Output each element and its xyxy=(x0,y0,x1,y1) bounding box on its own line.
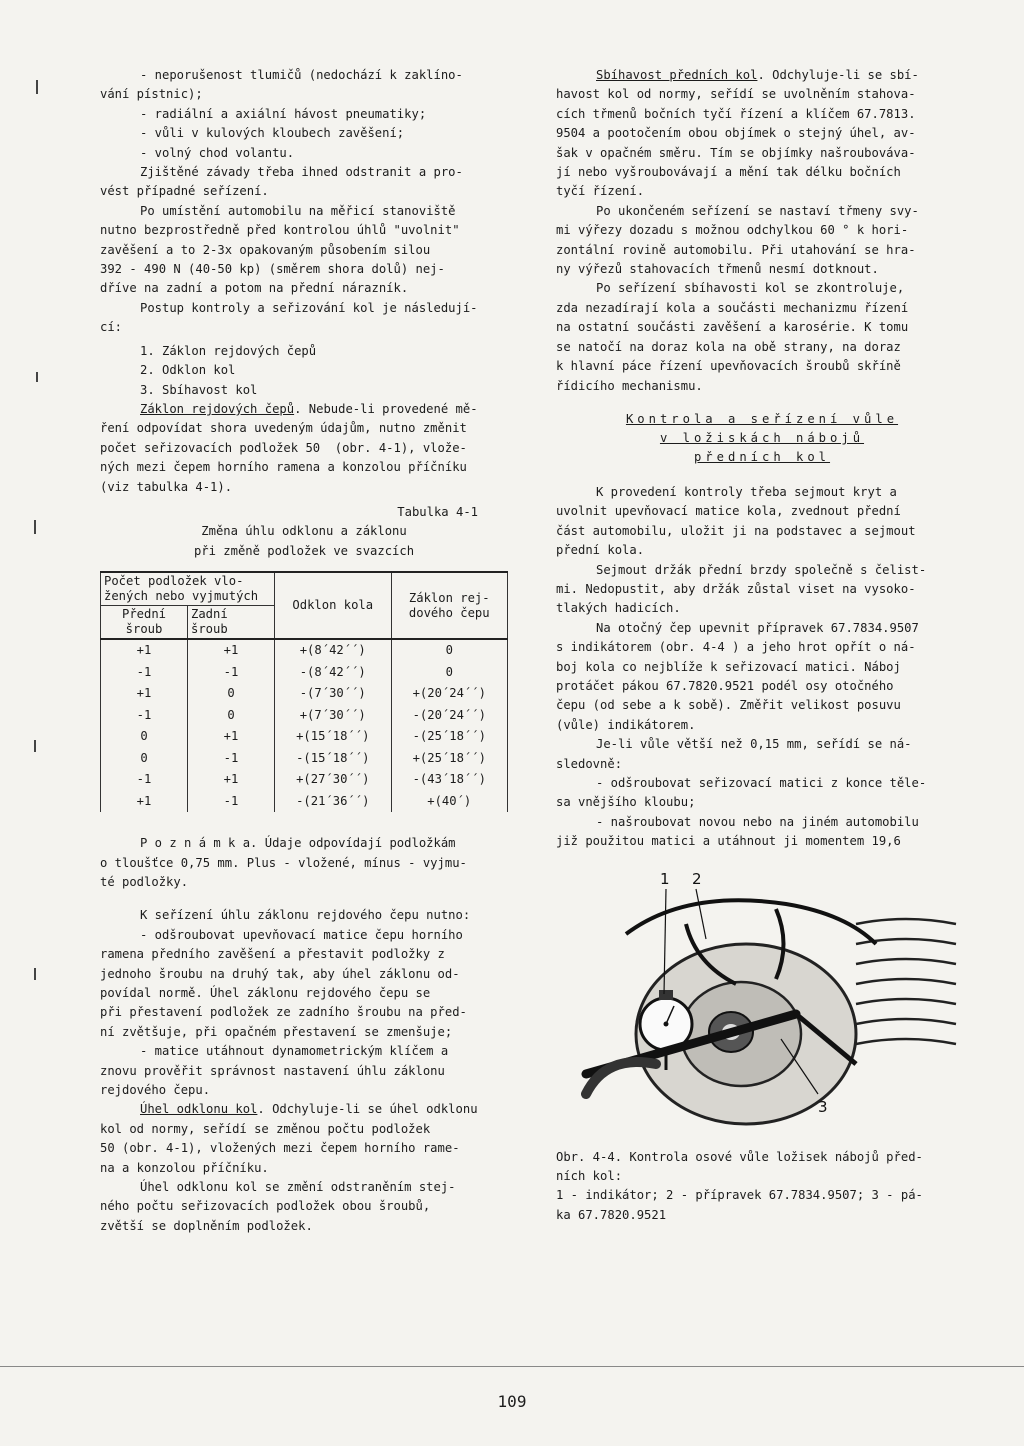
list-item: 1. Záklon rejdových čepů xyxy=(140,343,317,358)
table-header-row xyxy=(101,572,508,606)
table-cell: +(20´24´´) xyxy=(391,683,508,705)
text-line: 9504 a pootočením obou objímek o stejný úhel, av- xyxy=(556,126,916,141)
table-cell: +(8´42´´) xyxy=(275,639,392,662)
table-title: při změně podložek ve svazcích xyxy=(193,543,415,558)
right-column xyxy=(556,66,968,1225)
text-line: šak v opačném směru. Tím se objímky našroubováva- xyxy=(556,145,916,160)
table-row xyxy=(101,639,508,662)
text-line: protáčet pákou 67.7820.9521 podél osy otočného xyxy=(556,678,894,693)
section-heading xyxy=(556,410,968,467)
text-line: - odšroubovat upevňovací matice čepu horního xyxy=(140,927,463,942)
heading-line: v ložiskách nábojů xyxy=(659,430,865,445)
margin-mark xyxy=(34,968,36,980)
data-table xyxy=(100,571,508,812)
text-line: boj kola co nejblíže k seřizovací matici. Náboj xyxy=(556,659,901,674)
table-cell: +(15´18´´) xyxy=(275,726,392,748)
table-row xyxy=(101,705,508,727)
text-line: Po ukončeném seřízení se nastaví třmeny svy- xyxy=(596,203,919,218)
table-cell: 0 xyxy=(188,705,275,727)
text-line: zda nezadírají kola a součásti mechanizmu řízení xyxy=(556,300,909,315)
text-line: ní zvětšuje, při opačném přestavení se zmenšuje; xyxy=(100,1024,453,1039)
text-line: ných mezi čepem horního ramena a konzolou příčníku xyxy=(100,460,467,475)
text-line: zvětší se doplněním podložek. xyxy=(100,1218,313,1233)
text-line xyxy=(556,66,968,85)
text-line: tyčí řízení. xyxy=(556,184,645,199)
text-line: havost kol od normy, seřídí se uvolněním stahova- xyxy=(556,87,916,102)
caption-line: ních kol: xyxy=(556,1169,623,1184)
text-line: na a konzolou příčníku. xyxy=(100,1160,269,1175)
text-line: - volný chod volantu. xyxy=(140,145,295,160)
caption-line: 1 - indikátor; 2 - přípravek 67.7834.9507; 3 - pá- xyxy=(556,1188,923,1203)
text-line: část automobilu, uložit ji na podstavec a sejmout xyxy=(556,523,916,538)
text-line: - našroubovat novou nebo na jiném automobilu xyxy=(596,814,919,829)
table-cell: +1 xyxy=(188,726,275,748)
table-cell: -(8´42´´) xyxy=(275,662,392,684)
text-line: povídal normě. Úhel záklonu rejdového čepu se xyxy=(100,986,431,1000)
table-row xyxy=(101,769,508,791)
text-line: - vůli v kulových kloubech zavěšení; xyxy=(140,126,405,141)
text-line xyxy=(100,400,508,419)
text-line: - radiální a axiální hávost pneumatiky; xyxy=(140,106,427,121)
bottom-rule xyxy=(0,1366,1024,1367)
text-line: ramena předního zavěšení a přestavit podložky z xyxy=(100,947,445,962)
table-row xyxy=(101,791,508,813)
text-line: - matice utáhnout dynamometrickým klíčem a xyxy=(140,1044,449,1059)
text-line: mi výřezy dozadu s možnou odchylkou 60 ° k hori- xyxy=(556,223,909,238)
text-line: Sejmout držák přední brzdy společně s čelist- xyxy=(596,562,927,577)
table-cell: -1 xyxy=(188,748,275,770)
text-line: Postup kontroly a seřizování kol je následují- xyxy=(140,300,478,315)
table-cell: +(40´) xyxy=(391,791,508,813)
text-line: na ostatní součásti zavěšení a karosérie. K tomu xyxy=(556,320,909,335)
table-cell: -(21´36´´) xyxy=(275,791,392,813)
table-header: Záklon rej- dového čepu xyxy=(391,572,508,639)
table-row xyxy=(101,683,508,705)
text-line: dříve na zadní a potom na přední nárazník. xyxy=(100,281,409,296)
text-line: P o z n á m k a. Údaje odpovídají podložkám xyxy=(140,836,456,851)
text-line: sa vnějšího kloubu; xyxy=(556,795,696,810)
table-header: Přední šroub xyxy=(101,606,188,640)
text-line: K provedení kontroly třeba sejmout kryt a xyxy=(596,484,897,499)
text-line: cích třmenů bočních tyčí řízení a klíčem 67.7813. xyxy=(556,106,916,121)
table-cell: -(7´30´´) xyxy=(275,683,392,705)
table-cell: -1 xyxy=(101,705,188,727)
table-cell: +1 xyxy=(188,639,275,662)
table-cell: -1 xyxy=(188,662,275,684)
text-line: K seřízení úhlu záklonu rejdového čepu nutno: xyxy=(140,908,471,923)
figure-4-4 xyxy=(556,864,968,1144)
text-line: Úhel odklonu kol se změní odstraněním stej- xyxy=(140,1180,456,1195)
table-number: Tabulka 4-1 xyxy=(397,504,478,519)
text-line: (viz tabulka 4-1). xyxy=(100,479,233,494)
text-line: se natočí na doraz kola na obě strany, na doraz xyxy=(556,339,901,354)
table-cell: 0 xyxy=(391,662,508,684)
text-line: Na otočný čep upevnit přípravek 67.7834.9507 xyxy=(596,620,919,635)
figure-label-1: 1 xyxy=(660,869,670,888)
table-cell: +1 xyxy=(188,769,275,791)
text-line: zavěšení a to 2-3x opakovaným působením silou xyxy=(100,242,431,257)
text-line: - neporušenost tlumičů (nedochází k zaklíno- xyxy=(140,68,463,82)
text-span: . Nebude-li provedené mě- xyxy=(294,401,478,416)
section-label: Úhel odklonu kol xyxy=(140,1102,258,1117)
text-line xyxy=(100,1100,508,1119)
table-cell: +(25´18´´) xyxy=(391,748,508,770)
heading-line: Kontrola a seřízení vůle xyxy=(625,411,899,426)
text-line: mi. Nedopustit, aby držák zůstal viset na vysoko- xyxy=(556,581,916,596)
table-cell: -(25´18´´) xyxy=(391,726,508,748)
text-span: . Odchyluje-li se sbí- xyxy=(757,68,919,82)
figure-label-2: 2 xyxy=(692,869,702,888)
table-cell: +1 xyxy=(101,683,188,705)
text-line: - odšroubovat seřizovací matici z konce těle- xyxy=(596,776,927,790)
section-label: Sbíhavost předních kol xyxy=(596,68,758,82)
text-line: sledovně: xyxy=(556,756,623,771)
table-header: Odklon kola xyxy=(275,572,392,639)
text-line: vést případné seřízení. xyxy=(100,184,269,199)
text-line: uvolnit upevňovací matice kola, zvednout přední xyxy=(556,504,901,519)
table-cell: -(43´18´´) xyxy=(391,769,508,791)
text-line: ného počtu seřizovacích podložek obou šroubů, xyxy=(100,1199,431,1214)
text-line: ření odpovídat shora uvedeným údajům, nutno změnit xyxy=(100,421,467,436)
table-cell: 0 xyxy=(101,748,188,770)
table-cell: 0 xyxy=(391,639,508,662)
text-line: vání pístnic); xyxy=(100,87,203,102)
text-line: kol od normy, seřídí se změnou počtu podložek xyxy=(100,1121,431,1136)
text-line: k hlavní páce řízení upevňovacích šroubů skříně xyxy=(556,359,901,374)
text-span: . Odchyluje-li se úhel odklonu xyxy=(257,1102,478,1117)
table-cell: -1 xyxy=(101,769,188,791)
text-line: ny výřezů stahovacích třmenů nesmí dotknout. xyxy=(556,262,879,277)
text-line: cí: xyxy=(100,320,123,335)
section-label: Záklon rejdových čepů xyxy=(140,401,295,416)
text-line: rejdového čepu. xyxy=(100,1083,211,1098)
table-cell: -(15´18´´) xyxy=(275,748,392,770)
text-line: Po umístění automobilu na měřicí stanoviště xyxy=(140,203,456,218)
text-line: Po seřízení sbíhavosti kol se zkontroluje, xyxy=(596,281,905,296)
margin-mark xyxy=(36,372,38,382)
text-line: té podložky. xyxy=(100,874,189,889)
caption-line: Obr. 4-4. Kontrola osové vůle ložisek nábojů před- xyxy=(556,1149,923,1164)
table-cell: +1 xyxy=(101,791,188,813)
table-row xyxy=(101,662,508,684)
text-line: přední kola. xyxy=(556,543,645,558)
heading-line: předních kol xyxy=(693,449,831,464)
table-header: Počet podložek vlo- žených nebo vyjmutých xyxy=(101,572,275,606)
table-row xyxy=(101,726,508,748)
table-cell: +1 xyxy=(101,639,188,662)
table-cell: -1 xyxy=(188,791,275,813)
text-line: Je-li vůle větší než 0,15 mm, seřídí se ná- xyxy=(596,737,912,752)
margin-mark xyxy=(34,740,36,752)
table-cell: +(7´30´´) xyxy=(275,705,392,727)
text-line: jednoho šroubu na druhý tak, aby úhel záklonu od- xyxy=(100,966,460,981)
table-cell: -(20´24´´) xyxy=(391,705,508,727)
text-line: s indikátorem (obr. 4-4 ) a jeho hrot opřít o ná- xyxy=(556,640,916,655)
list-item: 2. Odklon kol xyxy=(140,363,236,378)
figure-caption xyxy=(556,1148,968,1226)
text-line: při přestavení podložek ze zadního šroubu na před- xyxy=(100,1005,467,1020)
text-line: (vůle) indikátorem. xyxy=(556,717,696,732)
numbered-list xyxy=(140,342,508,400)
text-line: o tloušťce 0,75 mm. Plus - vložené, mínus - vyjmu- xyxy=(100,855,467,870)
text-line: 50 (obr. 4-1), vložených mezi čepem horního rame- xyxy=(100,1141,460,1156)
table-cell: -1 xyxy=(101,662,188,684)
page-number: 109 xyxy=(497,1392,527,1411)
table-title: Změna úhlu odklonu a záklonu xyxy=(201,524,407,539)
hub-diagram-illustration xyxy=(556,864,968,1144)
text-line: tlakých hadicích. xyxy=(556,601,681,616)
margin-mark xyxy=(34,520,36,534)
text-line: zontální rovině automobilu. Při utahování se hra- xyxy=(556,242,916,257)
text-line: již použitou matici a utáhnout ji momentem 19,6 xyxy=(556,834,901,849)
text-line: jí nebo vyšroubovávají a mění tak délku bočních xyxy=(556,165,901,180)
left-column xyxy=(100,66,508,1236)
table-row xyxy=(101,748,508,770)
table-header: Zadní šroub xyxy=(188,606,275,640)
table-cell: +(27´30´´) xyxy=(275,769,392,791)
caption-line: ka 67.7820.9521 xyxy=(556,1207,667,1222)
text-line: 392 - 490 N (40-50 kp) (směrem shora dolů) nej- xyxy=(100,262,445,277)
table-cell: 0 xyxy=(101,726,188,748)
text-line: znovu prověřit správnost nastavení úhlu záklonu xyxy=(100,1063,445,1078)
text-line: počet seřizovacích podložek 50 (obr. 4-1), vlože- xyxy=(100,440,467,455)
figure-label-3: 3 xyxy=(818,1097,828,1116)
margin-mark xyxy=(36,80,38,94)
text-line: Zjištěné závady třeba ihned odstranit a pro- xyxy=(140,165,463,180)
text-line: čepu (od sebe a k sobě). Změřit velikost posuvu xyxy=(556,698,901,713)
table-cell: 0 xyxy=(188,683,275,705)
text-line: řídicího mechanismu. xyxy=(556,378,703,393)
text-line: nutno bezprostředně před kontrolou úhlů "uvolnit" xyxy=(100,223,460,238)
list-item: 3. Sbíhavost kol xyxy=(140,382,258,397)
